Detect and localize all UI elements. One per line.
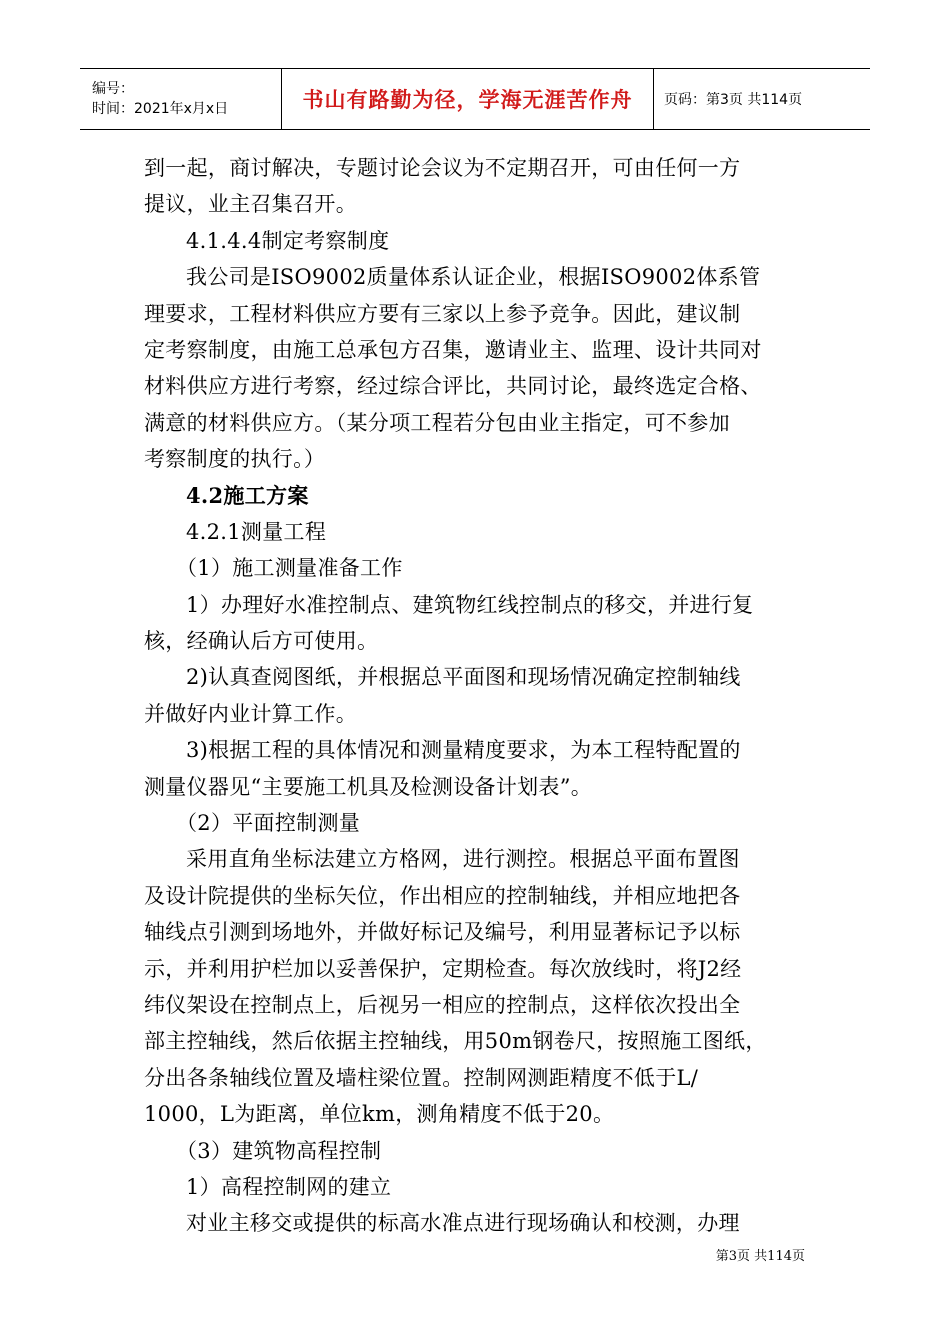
motto-text: 书山有路勤为径，学海无涯苦作舟 xyxy=(302,88,633,112)
body-line: 满意的材料供应方。（某分项工程若分包由业主指定，可不参加 xyxy=(144,410,730,435)
body-line: 2)认真查阅图纸，并根据总平面图和现场情况确定控制轴线 xyxy=(186,665,741,690)
subsection-heading-1: （1）施工测量准备工作 xyxy=(176,556,403,581)
header-page-number: 页码：第3页 共114页 xyxy=(664,92,803,108)
body-line: 1）办理好水准控制点、建筑物红线控制点的移交，并进行复 xyxy=(186,592,754,617)
body-line: 1000，L为距离，单位km，测角精度不低于20。 xyxy=(144,1102,615,1127)
body-line: 部主控轴线，然后依据主控轴线，用50m钢卷尺，按照施工图纸， xyxy=(144,1029,767,1054)
body-line: 测量仪器见“主要施工机具及检测设备计划表”。 xyxy=(144,774,593,799)
body-line: 提议，业主召集召开。 xyxy=(144,192,357,217)
section-heading-4-2-1: 4.2.1测量工程 xyxy=(186,519,327,544)
body-line: 理要求，工程材料供应方要有三家以上参予竞争。因此，建议制 xyxy=(144,301,741,326)
body-line: 材料供应方进行考察，经过综合评比，共同讨论，最终选定合格、 xyxy=(144,374,762,399)
body-line: 到一起，商讨解决，专题讨论会议为不定期召开，可由任何一方 xyxy=(144,156,741,180)
body-line: 纬仪架设在控制点上，后视另一相应的控制点，这样依次投出全 xyxy=(144,992,741,1017)
body-line: 3)根据工程的具体情况和测量精度要求，为本工程特配置的 xyxy=(186,738,741,763)
page-footer xyxy=(716,1245,805,1264)
header-meta xyxy=(80,69,282,129)
section-heading-4-2: 4.2施工方案 xyxy=(186,482,309,508)
body-line: 我公司是ISO9002质量体系认证企业，根据ISO9002体系管 xyxy=(186,265,761,290)
body-line: 核，经确认后方可使用。 xyxy=(144,629,379,654)
header-page-info xyxy=(654,69,870,129)
header-motto xyxy=(282,69,654,129)
subsection-heading-2: （2）平面控制测量 xyxy=(176,811,361,836)
body-line: 轴线点引测到场地外，并做好标记及编号，利用显著标记予以标 xyxy=(144,920,741,945)
page-header xyxy=(80,68,870,130)
section-heading-4-1-4-4: 4.1.4.4制定考察制度 xyxy=(186,228,390,253)
subsection-heading-3: （3）建筑物高程控制 xyxy=(176,1138,382,1163)
document-body xyxy=(144,150,810,1242)
body-line: 示，并利用护栏加以妥善保护，定期检查。每次放线时，将J2经 xyxy=(144,956,742,981)
body-line: 并做好内业计算工作。 xyxy=(144,701,357,726)
footer-page-number: 第3页 共114页 xyxy=(715,1249,805,1264)
body-line: 1）高程控制网的建立 xyxy=(186,1174,392,1199)
document-number-label: 编号： xyxy=(92,81,134,97)
body-line: 定考察制度，由施工总承包方召集，邀请业主、监理、设计共同对 xyxy=(144,337,762,362)
body-line: 分出各条轴线位置及墙柱梁位置。控制网测距精度不低于L/ xyxy=(144,1065,699,1090)
body-line: 及设计院提供的坐标矢位，作出相应的控制轴线，并相应地把各 xyxy=(144,883,741,908)
body-line: 对业主移交或提供的标高水准点进行现场确认和校测，办理 xyxy=(186,1211,740,1236)
document-date: 时间：2021年x月x日 xyxy=(92,101,229,117)
body-line: 考察制度的执行。） xyxy=(144,447,326,472)
body-line: 采用直角坐标法建立方格网，进行测控。根据总平面布置图 xyxy=(186,847,740,872)
